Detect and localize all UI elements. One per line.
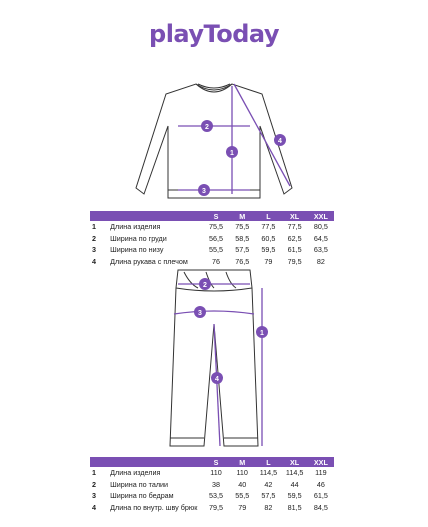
top-garment-diagram xyxy=(0,70,428,210)
table-row xyxy=(90,221,334,233)
row-value: 76,5 xyxy=(235,256,250,266)
pants-header-blank xyxy=(90,457,203,467)
row-measurement: Длина изделия xyxy=(110,222,161,232)
pants-header-size: L xyxy=(255,457,281,467)
row-measurement: Длина рукава с плечом xyxy=(110,256,188,266)
top-header-size: XXL xyxy=(308,211,334,221)
pants-hip-line xyxy=(174,311,254,314)
row-value: 64,5 xyxy=(313,233,328,243)
row-value: 60,5 xyxy=(261,233,276,243)
top-header-size: M xyxy=(229,211,255,221)
row-value: 57,5 xyxy=(261,491,276,501)
row-number: 4 xyxy=(92,502,96,512)
row-value: 80,5 xyxy=(313,222,328,232)
row-value: 114,5 xyxy=(259,468,278,478)
row-measurement: Ширина по низу xyxy=(110,245,164,255)
table-row xyxy=(90,233,334,245)
top-garment-svg xyxy=(0,70,428,210)
row-number: 1 xyxy=(92,222,96,232)
row-value: 77,5 xyxy=(287,222,302,232)
row-measurement: Длина изделия xyxy=(110,468,161,478)
row-measurement: Ширина по груди xyxy=(110,233,167,243)
row-value: 59,5 xyxy=(287,491,302,501)
row-value: 82 xyxy=(264,502,273,512)
row-value: 110 xyxy=(210,468,222,478)
row-value: 79,5 xyxy=(287,256,302,266)
row-value: 75,5 xyxy=(209,222,223,232)
table-row xyxy=(90,490,334,502)
top-size-table-header xyxy=(90,211,334,221)
row-number: 3 xyxy=(92,491,96,501)
pants-svg xyxy=(0,266,428,462)
top-marker-label-1: 1 xyxy=(230,150,234,157)
row-value: 119 xyxy=(315,468,327,478)
pants-header-size: XXL xyxy=(308,457,334,467)
row-value: 58,5 xyxy=(235,233,250,243)
top-header-size: S xyxy=(203,211,229,221)
pants-outline xyxy=(170,270,258,446)
row-value: 56,5 xyxy=(209,233,223,243)
row-value: 59,5 xyxy=(261,245,276,255)
row-value: 57,5 xyxy=(235,245,250,255)
pants-diagram xyxy=(0,266,428,462)
row-value: 55,5 xyxy=(209,245,223,255)
row-number: 2 xyxy=(92,233,96,243)
pants-marker-label-3: 3 xyxy=(198,310,202,317)
row-value: 53,5 xyxy=(209,491,223,501)
row-value: 77,5 xyxy=(261,222,276,232)
row-value: 62,5 xyxy=(287,233,302,243)
top-garment-outline xyxy=(136,84,292,198)
row-value: 81,5 xyxy=(287,502,302,512)
pants-marker-label-1: 1 xyxy=(260,330,264,337)
row-value: 79 xyxy=(238,502,247,512)
table-row xyxy=(90,502,334,514)
row-value: 75,5 xyxy=(235,222,250,232)
row-number: 2 xyxy=(92,479,96,489)
row-value: 76 xyxy=(212,256,220,266)
pants-size-table xyxy=(90,457,334,513)
row-value: 61,5 xyxy=(287,245,302,255)
row-value: 82 xyxy=(316,256,325,266)
top-header-blank xyxy=(90,211,203,221)
row-value: 79 xyxy=(264,256,273,266)
pants-size-table-header xyxy=(90,457,334,467)
top-marker-label-3: 3 xyxy=(202,188,206,195)
row-number: 3 xyxy=(92,245,96,255)
brand-logo: playToday xyxy=(149,20,279,48)
row-value: 55,5 xyxy=(235,491,250,501)
table-row xyxy=(90,479,334,491)
row-value: 114,5 xyxy=(285,468,304,478)
table-row xyxy=(90,244,334,256)
pants-header-size: M xyxy=(229,457,255,467)
row-measurement: Длина по внутр. шву брюк xyxy=(110,502,198,512)
top-header-size: L xyxy=(255,211,281,221)
pants-marker-label-4: 4 xyxy=(215,376,219,383)
row-value: 44 xyxy=(290,479,299,489)
row-value: 63,5 xyxy=(313,245,328,255)
row-number: 1 xyxy=(92,468,96,478)
top-marker-label-4: 4 xyxy=(278,138,282,145)
row-value: 110 xyxy=(236,468,248,478)
top-marker-label-2: 2 xyxy=(205,124,209,131)
row-value: 84,5 xyxy=(313,502,328,512)
pants-marker-label-2: 2 xyxy=(203,282,207,289)
pants-header-size: XL xyxy=(282,457,308,467)
row-value: 38 xyxy=(212,479,220,489)
row-value: 40 xyxy=(238,479,247,489)
table-row xyxy=(90,467,334,479)
row-measurement: Ширина по бедрам xyxy=(110,491,174,501)
row-value: 79,5 xyxy=(209,502,223,512)
top-size-table xyxy=(90,211,334,267)
row-value: 42 xyxy=(264,479,273,489)
top-header-size: XL xyxy=(282,211,308,221)
row-measurement: Ширина по талии xyxy=(110,479,169,489)
pants-header-size: S xyxy=(203,457,229,467)
row-value: 61,5 xyxy=(313,491,328,501)
row-number: 4 xyxy=(92,256,96,266)
row-value: 46 xyxy=(316,479,325,489)
